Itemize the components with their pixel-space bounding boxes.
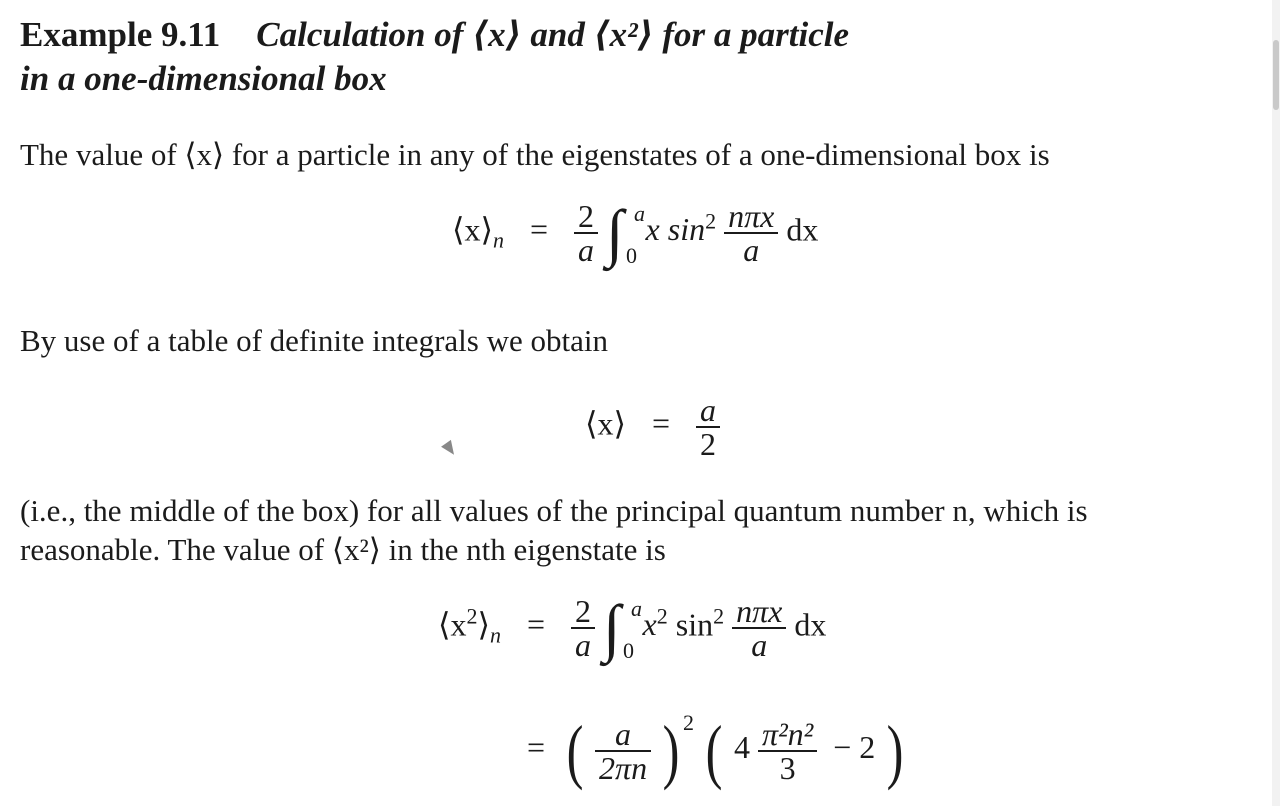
eq3-int-upper: a — [631, 596, 643, 621]
scrollbar-thumb[interactable] — [1273, 40, 1279, 110]
equation-expectation-x2-result — [527, 710, 907, 791]
vertical-scrollbar[interactable] — [1272, 0, 1280, 806]
eq2-equals: = — [651, 405, 671, 442]
eq3-integrand-x: x — [642, 606, 657, 643]
eq3-arg-frac — [732, 595, 786, 661]
eq3-differential: dx — [794, 606, 827, 643]
example-title-line2: in a one-dimensional box — [20, 59, 387, 98]
eq3-lhs-sub: n — [489, 622, 501, 648]
eq1-equals: = — [529, 211, 549, 248]
equation-expectation-x2-integral — [438, 592, 827, 663]
eq3-integral-sign: ∫ a 0 — [603, 592, 643, 663]
eq3-sin-pow: 2 — [713, 603, 725, 629]
eq1-coef-den: a — [574, 232, 598, 266]
eq4-left-paren-1: ( — [566, 710, 584, 791]
eq3-arg-num: nπx — [736, 593, 783, 629]
eq1-power: 2 — [705, 208, 717, 234]
paragraph-3-line2: reasonable. The value of ⟨x²⟩ in the nth eigenstate is — [20, 532, 666, 567]
eq2-den: 2 — [696, 426, 720, 460]
eq2-frac — [696, 394, 720, 460]
eq1-coef-num: 2 — [578, 198, 595, 234]
eq3-coef-den: a — [571, 627, 595, 661]
eq3-int-lower: 0 — [623, 638, 635, 663]
eq3-coef-num: 2 — [575, 593, 592, 629]
mouse-cursor-icon — [441, 440, 459, 458]
eq4-frac-den: 2πn — [595, 750, 651, 784]
eq4-coef: 4 — [734, 729, 751, 765]
eq1-integral-sign: ∫ a 0 — [606, 197, 646, 268]
example-heading — [20, 15, 849, 55]
equation-expectation-x-integral — [452, 197, 819, 268]
eq4-inner-num: π²n² — [762, 715, 814, 752]
eq4-outer-pow: 2 — [683, 710, 695, 735]
eq1-int-upper: a — [634, 201, 646, 226]
eq3-arg-den: a — [732, 627, 786, 661]
paragraph-3-line1: (i.e., the middle of the box) for all values of the principal quantum number n, which is — [20, 493, 1088, 528]
example-number: Example 9.11 — [20, 15, 221, 54]
eq3-lhs: ⟨x — [438, 606, 467, 643]
eq1-arg-den: a — [724, 232, 778, 266]
eq2-lhs: ⟨x⟩ — [585, 405, 626, 442]
eq3-integrand-pow: 2 — [656, 603, 668, 629]
paragraph-2: By use of a table of definite integrals we obtain — [20, 323, 608, 358]
eq4-right-paren-2: ) — [886, 710, 904, 791]
eq2-num: a — [700, 392, 717, 428]
eq1-arg-num: nπx — [728, 198, 775, 234]
eq4-right-paren-1: ) — [662, 710, 680, 791]
eq4-minus-two: − 2 — [833, 729, 876, 765]
eq1-coef-frac — [574, 200, 598, 266]
eq1-differential: dx — [786, 211, 819, 248]
eq3-coef-frac — [571, 595, 595, 661]
eq3-equals: = — [526, 606, 546, 643]
paragraph-1: The value of ⟨x⟩ for a particle in any of the eigenstates of a one-dimensional box is — [20, 137, 1050, 172]
eq4-frac-num: a — [615, 715, 632, 752]
eq1-arg-frac — [724, 200, 778, 266]
eq1-int-lower: 0 — [626, 243, 638, 268]
eq4-frac — [595, 715, 651, 786]
eq4-equals: = — [527, 729, 546, 765]
eq3-lhs-close: ⟩ — [477, 606, 490, 643]
eq4-inner-frac — [758, 715, 817, 786]
eq1-lhs: ⟨x⟩ — [452, 211, 493, 248]
example-title-line1: Calculation of ⟨x⟩ and ⟨x²⟩ for a particle — [256, 15, 849, 54]
equation-expectation-x-result — [585, 394, 720, 460]
eq4-inner-den: 3 — [758, 750, 817, 784]
eq1-integrand: x sin — [645, 211, 706, 248]
eq1-lhs-sub: n — [492, 227, 504, 253]
eq3-integrand-sin: sin — [675, 606, 714, 643]
eq4-left-paren-2: ( — [705, 710, 723, 791]
eq3-lhs-pow: 2 — [466, 603, 478, 629]
